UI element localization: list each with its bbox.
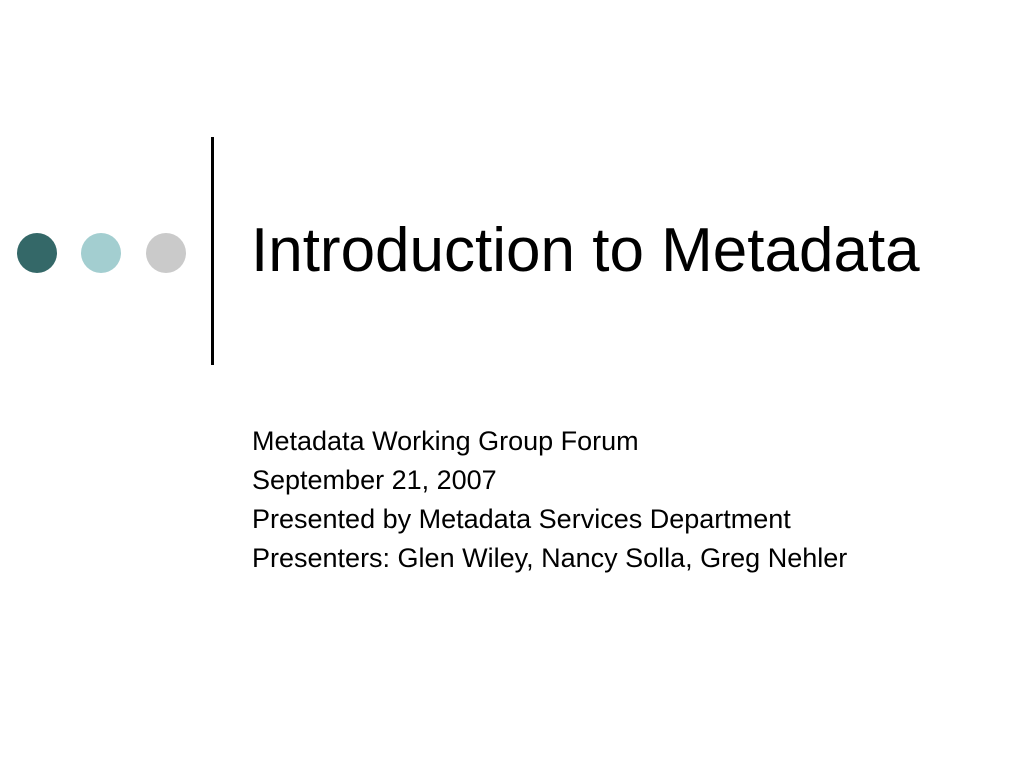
light-teal-dot-icon xyxy=(81,233,121,273)
subtitle-line-presented-by: Presented by Metadata Services Department xyxy=(252,504,791,534)
slide-subtitle-block xyxy=(252,422,847,578)
subtitle-line-forum: Metadata Working Group Forum xyxy=(252,426,639,456)
gray-dot-icon xyxy=(146,233,186,273)
vertical-divider-rule xyxy=(211,137,214,365)
dark-teal-dot-icon xyxy=(17,233,57,273)
subtitle-line-presenters: Presenters: Glen Wiley, Nancy Solla, Greg Nehler xyxy=(252,543,848,573)
slide-title: Introduction to Metadata xyxy=(251,216,920,285)
subtitle-line-date: September 21, 2007 xyxy=(252,465,497,495)
